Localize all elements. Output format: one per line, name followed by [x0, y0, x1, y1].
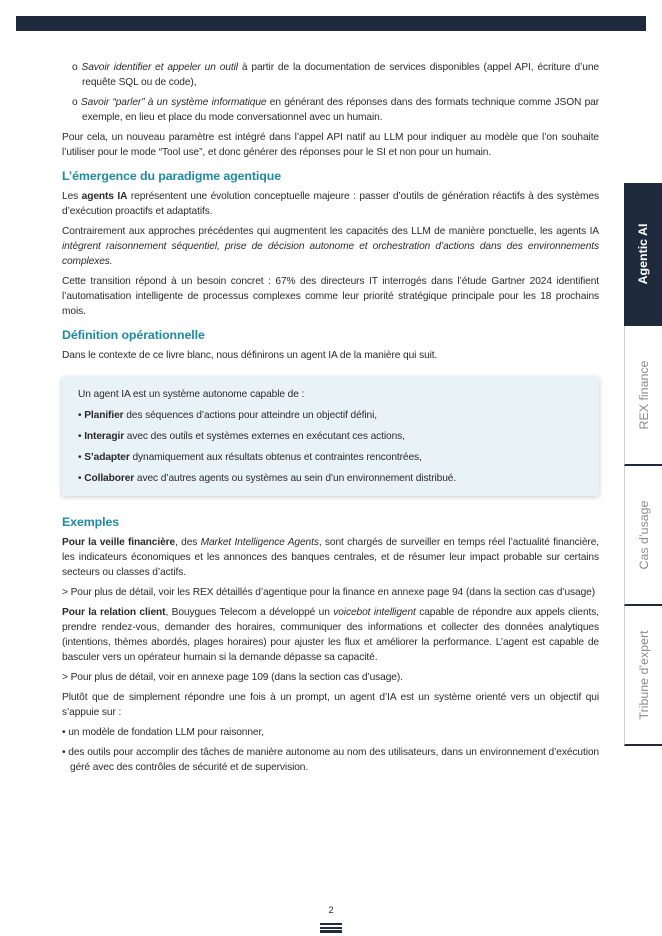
bold-text: Pour la relation client: [62, 607, 166, 618]
tab-label: Tribune d’expert: [636, 630, 651, 720]
page-number: 2: [328, 905, 334, 915]
text: , Bouygues Telecom a développé un: [165, 607, 334, 618]
text: Contrairement aux approches précédentes qui augmentent les capacités des LLM de manière ponctuelle, les agents IA: [62, 226, 599, 237]
bold-text: S’adapter: [84, 452, 130, 463]
page-body: [62, 60, 599, 780]
header-bar: [16, 16, 646, 31]
text: dynamiquement aux résultats obtenus et contraintes rencontrées,: [129, 452, 422, 463]
list-item: [62, 745, 599, 775]
sub-item-text: à partir de la documentation de services disponibles (appel API, écriture d’une requête SQL ou de code),: [82, 62, 599, 88]
bullet: •: [78, 410, 85, 421]
tab-agentic-ai[interactable]: [624, 183, 662, 326]
text: , des: [175, 537, 201, 548]
text: , sont chargés de surveiller en temps réel l’actualité financière, les indicateurs économiques et les annonces des banques centrales, et de résumer leur impact probable sur certains secteurs ou classes d’actifs.: [62, 537, 599, 578]
callout-item: [78, 408, 583, 423]
tab-rex-finance[interactable]: [624, 326, 662, 466]
sub-marker: o: [72, 62, 82, 73]
bold-text: Pour la veille financière: [62, 537, 176, 548]
text: avec des outils et systèmes externes en exécutant ces actions,: [124, 431, 405, 442]
text: des séquences d’actions pour atteindre un objectif défini,: [123, 410, 377, 421]
cross-reference: > Pour plus de détail, voir en annexe page 109 (dans la section cas d’usage).: [62, 672, 403, 683]
sub-item-emphasis: Savoir “parler” à un système informatique: [80, 97, 267, 108]
side-tabs: [624, 183, 662, 746]
bold-text: Interagir: [84, 431, 125, 442]
sub-item: [72, 95, 599, 125]
text: capable de répondre aux appels clients, prendre rendez-vous, demander des horaires, communiquer des informations et collecter des données analytiques (intentions, thèmes abordés, plages horaires) pour ajuster les flux et améliorer la performance. L’agent est capable de basculer vers un opérateur humain si la demande dépasse sa capacité.: [62, 607, 600, 663]
text: Les: [62, 191, 82, 202]
bullet: •: [62, 747, 69, 758]
tab-label: REX finance: [636, 360, 651, 430]
bold-text: Planifier: [84, 410, 124, 421]
paragraph: [62, 224, 599, 269]
italic-text: voicebot intelligent: [333, 607, 416, 618]
sub-item: [72, 60, 599, 90]
intro-paragraph: Pour cela, un nouveau paramètre est intégré dans l’appel API natif au LLM pour indiquer au modèle que l’on souhaite l’utiliser pour le mode “Tool use”, et donc générer des réponses pour le SI et non pour un humain.: [62, 132, 599, 158]
tab-label: Cas d’usage: [636, 500, 651, 570]
paragraph: [62, 535, 599, 580]
sub-item-emphasis: Savoir identifier et appeler un outil: [81, 62, 238, 73]
callout-item: [78, 450, 583, 465]
italic-text: Market Intelligence Agents: [200, 537, 319, 548]
tab-tribune-expert[interactable]: [624, 606, 662, 746]
bullet: •: [78, 452, 85, 463]
tab-cas-usage[interactable]: [624, 466, 662, 606]
section-heading-definition: Définition opérationnelle: [62, 328, 205, 342]
text: avec d’autres agents ou systèmes au sein d’un environnement distribué.: [134, 473, 457, 484]
paragraph: Dans le contexte de ce livre blanc, nous définirons un agent IA de la manière qui suit.: [62, 350, 438, 361]
bold-text: Collaborer: [84, 473, 135, 484]
paragraph: Plutôt que de simplement répondre une fois à un prompt, un agent d’IA est un système orienté vers un objectif qui s’appuie sur :: [62, 692, 599, 718]
tab-label: Agentic AI: [636, 223, 650, 284]
bullet: •: [78, 431, 85, 442]
callout-item: [78, 429, 583, 444]
callout-title: Un agent IA est un système autonome capable de :: [78, 389, 305, 400]
bold-text: agents IA: [81, 191, 128, 202]
italic-text: intègrent raisonnement séquentiel, prise de décision autonome et orchestration d’actions dans des environnements complexes.: [62, 241, 599, 267]
paragraph: [62, 605, 599, 665]
bullet: •: [62, 727, 69, 738]
text: un modèle de fondation LLM pour raisonner,: [68, 727, 264, 738]
cross-reference: > Pour plus de détail, voir les REX détaillés d’agentique pour la finance en annexe page 94 (dans la section cas d’usage): [62, 587, 596, 598]
list-item: [62, 725, 599, 740]
section-heading-examples: Exemples: [62, 515, 120, 529]
sub-item-text: en générant des réponses dans des formats technique comme JSON par exemple, en lieu et place du mode conversationnel avec un humain.: [82, 97, 600, 123]
definition-callout: [62, 377, 599, 496]
bullet: •: [78, 473, 85, 484]
paragraph: Cette transition répond à un besoin concret : 67% des directeurs IT interrogés dans l’étude Gartner 2024 identifient l’automatisation intelligente de processus complexes comme leur priorité stratégique principale pour les 18 prochains mois.: [62, 276, 599, 317]
text: représentent une évolution conceptuelle majeure : passer d’outils de génération réactifs à des systèmes d’exécution proactifs et adaptatifs.: [62, 191, 599, 217]
callout-item: [78, 471, 583, 486]
sub-marker: o: [72, 97, 81, 108]
paragraph: [62, 189, 599, 219]
text: des outils pour accomplir des tâches de manière autonome au nom des utilisateurs, dans un environnement d’exécution géré avec des contrôles de sécurité et de supervision.: [68, 747, 599, 773]
section-heading-emergence: L’émergence du paradigme agentique: [62, 169, 282, 183]
footer-logo-icon: [320, 923, 342, 933]
